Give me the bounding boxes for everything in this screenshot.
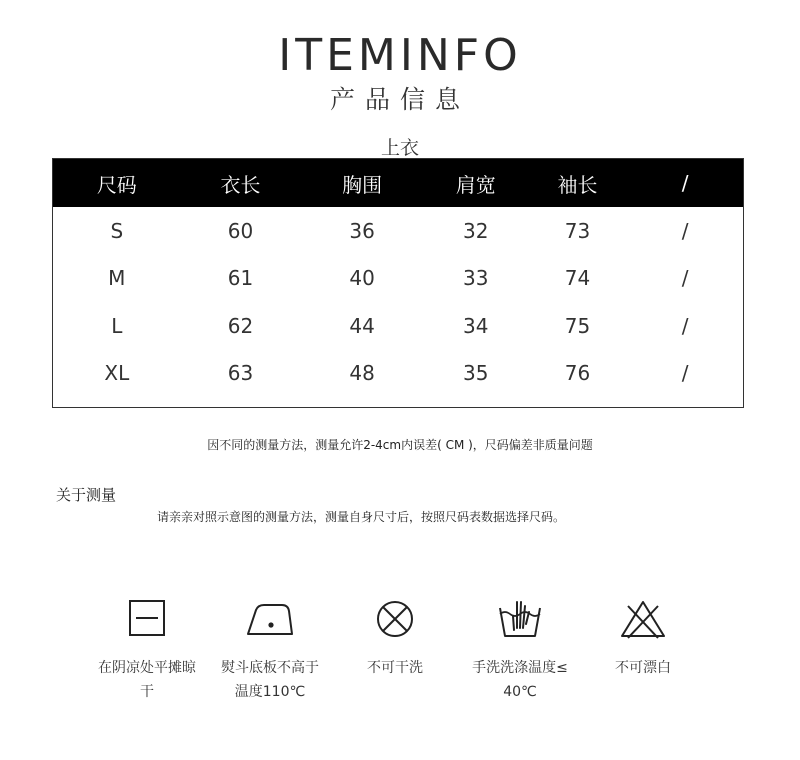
cell-chest: 40 [349, 266, 375, 291]
cell-sleeve: 76 [564, 361, 591, 386]
care-item-hand-wash [455, 598, 585, 704]
cell-chest: 36 [349, 218, 375, 243]
cell-shoulder: 33 [463, 266, 489, 291]
cell-length: 60 [227, 218, 254, 243]
measurement-note: 因不同的测量方法，测量允许2-4cm内误差( CM )，尺码偏差非质量问题 [207, 438, 593, 452]
cell-extra: / [681, 218, 689, 243]
header-sleeve: 袖长 [557, 172, 598, 197]
header-chest: 胸围 [342, 172, 383, 197]
care-label-line: 温度110℃ [234, 684, 306, 700]
cell-sleeve: 74 [564, 266, 591, 291]
size-table [52, 158, 744, 408]
cell-length: 61 [227, 266, 254, 291]
table-row [53, 302, 743, 350]
table-row [53, 255, 743, 303]
cell-extra: / [681, 313, 689, 338]
cell-chest: 44 [349, 313, 375, 338]
about-title: 关于测量 [56, 486, 117, 504]
cell-chest: 48 [349, 361, 375, 386]
table-row [53, 350, 743, 398]
cell-sleeve: 75 [564, 313, 591, 338]
cell-shoulder: 34 [463, 313, 489, 338]
care-label [82, 656, 212, 704]
care-label-line: 40℃ [503, 684, 537, 700]
care-label-line: 干 [140, 684, 154, 700]
care-item-bleach [578, 598, 708, 680]
hand-wash-icon [455, 598, 585, 644]
dry-flat-shade-icon [82, 598, 212, 644]
cell-sleeve: 73 [564, 218, 591, 243]
cell-size: M [108, 266, 126, 291]
table-caption: 上衣 [380, 137, 419, 159]
care-label [330, 656, 460, 680]
cell-shoulder: 32 [463, 218, 489, 243]
care-label-line: 在阴凉处平摊晾 [98, 660, 196, 676]
header-length: 衣长 [220, 172, 261, 197]
do-not-bleach-icon [578, 598, 708, 644]
iron-low-temp-icon [205, 598, 335, 644]
cell-length: 62 [227, 313, 254, 338]
cell-size: L [111, 313, 123, 338]
care-item-dry-clean [330, 598, 460, 680]
care-label-line: 不可漂白 [615, 660, 671, 676]
header-extra: / [681, 171, 689, 195]
care-label-line: 熨斗底板不高于 [221, 660, 319, 676]
care-label [205, 656, 335, 704]
care-item-iron [205, 598, 335, 704]
page-title: ITEMINFO [278, 30, 522, 81]
about-text: 请亲亲对照示意图的测量方法，测量自身尺寸后，按照尺码表数据选择尺码。 [157, 510, 566, 524]
table-header-row [53, 159, 743, 207]
care-label-line: 手洗洗涤温度≤ [472, 660, 568, 676]
care-label [578, 656, 708, 680]
page-subtitle: 产品信息 [329, 85, 470, 114]
do-not-dry-clean-icon [330, 598, 460, 644]
cell-shoulder: 35 [463, 361, 489, 386]
care-item-dry [82, 598, 212, 704]
cell-length: 63 [227, 361, 254, 386]
cell-extra: / [681, 361, 689, 386]
header-shoulder: 肩宽 [455, 172, 496, 197]
cell-extra: / [681, 266, 689, 291]
header-size: 尺码 [96, 172, 137, 197]
care-label [455, 656, 585, 704]
table-row [53, 207, 743, 255]
cell-size: XL [104, 361, 130, 386]
care-label-line: 不可干洗 [367, 660, 423, 676]
cell-size: S [110, 218, 124, 243]
